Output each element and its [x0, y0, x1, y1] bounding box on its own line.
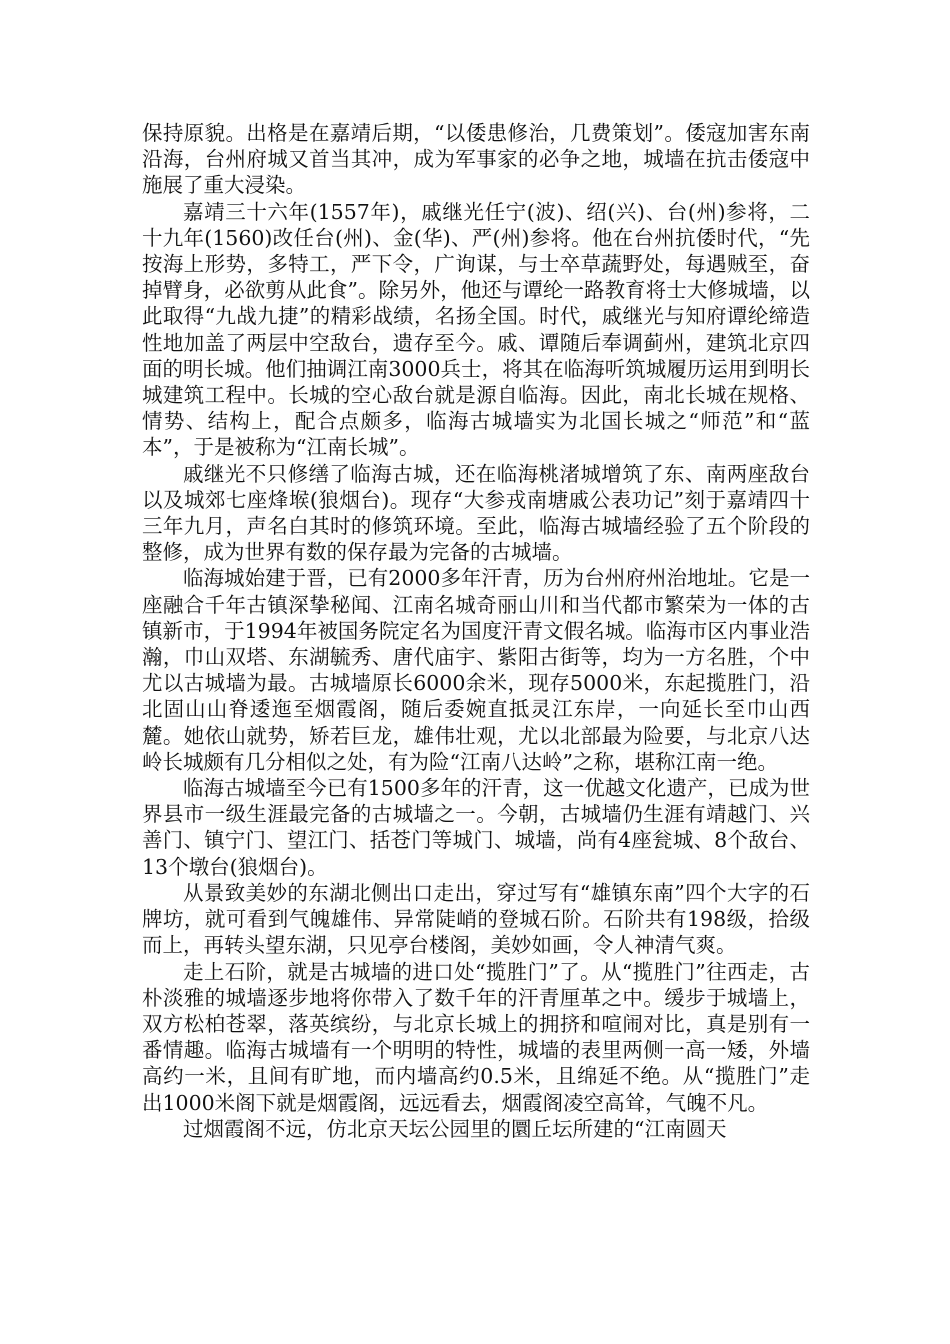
paragraph-5: 临海古城墙至今已有1500多年的汗青，这一优越文化遗产，已成为世界县市一级生涯最完备的古城墙之一。今朝，古城墙仍生涯有靖越门、兴善门、镇宁门、望江门、括苍门等城门、城墙，尚有4座瓮城、8个敌台、13个墩台(狼烟台)。 — [142, 776, 810, 879]
paragraph-2: 嘉靖三十六年(1557年)，戚继光任宁(波)、绍(兴)、台(州)参将，二十九年(1560)改任台(州)、金(华)、严(州)参将。他在台州抗倭时代，“先按海上形势，多特工，严下令，广询谋，与士卒草蔬野处，每遇贼至，奋掉臂身，必欲剪从此食”。除另外，他还与谭纶一路教育将士大修城墙，以此取得“九战九捷”的精彩战绩，名扬全国。时代，戚继光与知府谭纶缔造性地加盖了两层中空敌台，遗存至今。戚、谭随后奉调蓟州，建筑北京四面的明长城。他们抽调江南3000兵士，将其在临海听筑城履历运用到明长城建筑工程中。长城的空心敌台就是源自临海。因此，南北长城在规格、情势、结构上，配合点颇多，临海古城墙实为北国长城之“师范”和“蓝本”，于是被称为“江南长城”。 — [142, 199, 810, 460]
paragraph-4: 临海城始建于晋，已有2000多年汗青，历为台州府州治地址。它是一座融合千年古镇深挚秘闻、江南名城奇丽山川和当代都市繁荣为一体的古镇新市，于1994年被国务院定名为国度汗青文假名城。临海市区内事业浩瀚，巾山双塔、东湖毓秀、唐代庙宇、紫阳古街等，均为一方名胜，个中尤以古城墙为最。古城墙原长6000余米，现存5000米，东起揽胜门，沿北固山山脊逶迤至烟霞阁，随后委婉直抵灵江东岸，一向延长至巾山西麓。她依山就势，矫若巨龙，雄伟壮观，尤以北部最为险要，与北京八达岭长城颇有几分相似之处，有为险“江南八达岭”之称，堪称江南一绝。 — [142, 566, 810, 774]
paragraph-3: 戚继光不只修缮了临海古城，还在临海桃渚城增筑了东、南两座敌台以及城郊七座烽堠(狼烟台)。现存“大参戎南塘戚公表功记”刻于嘉靖四十三年九月，声名白其时的修筑环境。至此，临海古城墙经验了五个阶段的整修，成为世界有数的保存最为完备的古城墙。 — [142, 461, 810, 565]
paragraph-1: 保持原貌。出格是在嘉靖后期，“以倭患修治，几费策划”。倭寇加害东南沿海，台州府城又首当其冲，成为军事家的必争之地，城墙在抗击倭寇中施展了重大浸染。 — [142, 121, 810, 198]
paragraph-6: 从景致美妙的东湖北侧出口走出，穿过写有“雄镇东南”四个大字的石牌坊，就可看到气魄雄伟、异常陡峭的登城石阶。石阶共有198级，拾级而上，再转头望东湖，只见亭台楼阁，美妙如画，令人神清气爽。 — [142, 880, 810, 958]
paragraph-7: 走上石阶，就是古城墙的进口处“揽胜门”了。从“揽胜门”往西走，古朴淡雅的城墙逐步地将你带入了数千年的汗青厘革之中。缓步于城墙上，双方松柏苍翠，落英缤纷，与北京长城上的拥挤和喧闹对比，真是别有一番情趣。临海古城墙有一个明明的特性，城墙的表里两侧一高一矮，外墙高约一米，且间有旷地，而内墙高约0.5米，且绵延不绝。从“揽胜门”走出1000米阁下就是烟霞阁，远远看去，烟霞阁凌空高耸，气魄不凡。 — [142, 959, 810, 1115]
paragraph-8: 过烟霞阁不远，仿北京天坛公园里的圜丘坛所建的“江南圆天 — [183, 1116, 727, 1141]
document-body — [142, 120, 810, 1142]
